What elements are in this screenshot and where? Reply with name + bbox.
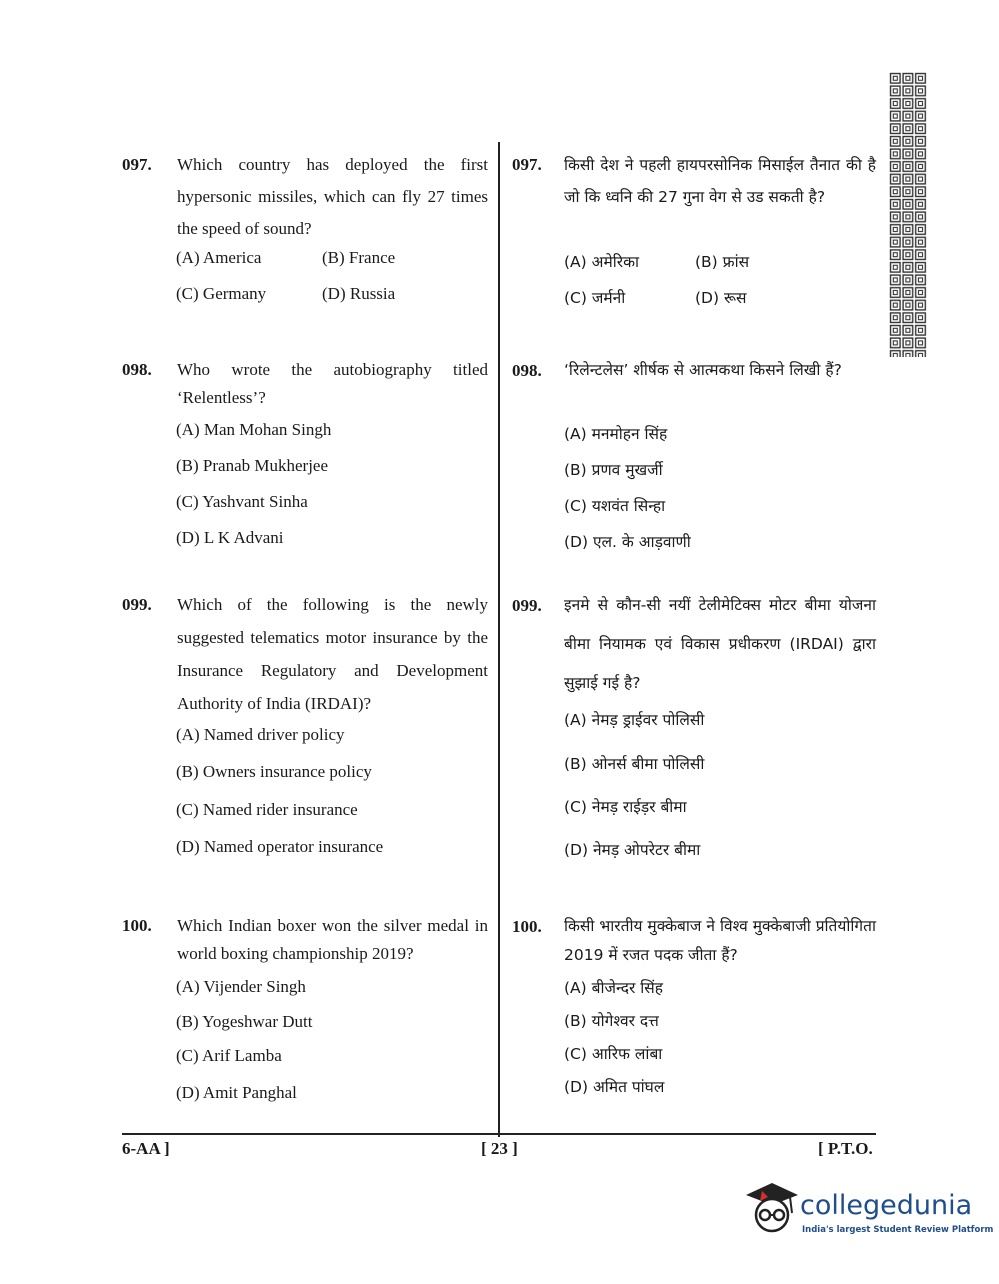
option-c: (C) Yashvant Sinha [176, 492, 308, 511]
option-a: (A) नेमड़ ड्राईवर पोलिसी [564, 711, 705, 729]
option-c: (C) Arif Lamba [176, 1046, 282, 1065]
option-d: (D) नेमड़ ओपरेटर बीमा [564, 841, 701, 859]
question-number: 100. [512, 917, 542, 936]
column-divider [498, 142, 500, 1137]
option-b: (B) प्रणव मुखर्जी [564, 461, 663, 479]
question-number: 100. [122, 916, 152, 935]
question-number: 098. [122, 360, 152, 379]
option-c: (C) Named rider insurance [176, 800, 358, 819]
footer-rule [122, 1133, 876, 1135]
option-b: (B) Owners insurance policy [176, 762, 372, 781]
question-text: किसी देश ने पहली हायपरसोनिक मिसाईल तैनात की है जो कि ध्वनि की 27 गुना वेग से उड सकती है? [564, 156, 876, 206]
brand-name: collegedunia [800, 1190, 973, 1221]
option-d: (D) रूस [695, 289, 747, 307]
option-d: (D) Amit Panghal [176, 1083, 297, 1102]
option-b: (B) ओनर्स बीमा पोलिसी [564, 755, 705, 773]
paper-code: 6-AA ] [122, 1139, 170, 1158]
question-text: किसी भारतीय मुक्केबाज ने विश्व मुक्केबाजी प्रतियोगिता 2019 में रजत पदक जीता हैं? [564, 917, 876, 964]
option-a: (A) अमेरिका [564, 253, 640, 271]
option-c: (C) जर्मनी [564, 289, 626, 307]
question-number: 099. [512, 596, 542, 615]
option-c: (C) Germany [176, 284, 267, 303]
question-number: 098. [512, 361, 542, 380]
question-text: Who wrote the autobiography titled ‘Relentless’? [177, 360, 488, 407]
question-text: Which country has deployed the first hypersonic missiles, which can fly 27 times the speed of sound? [177, 155, 488, 238]
option-c: (C) आरिफ लांबा [564, 1045, 663, 1063]
question-number: 099. [122, 595, 152, 614]
question-number: 097. [512, 155, 542, 174]
option-b: (B) योगेश्वर दत्त [564, 1012, 659, 1030]
option-b: (B) फ्रांस [695, 253, 750, 271]
question-text: इनमे से कौन-सी नयीं टेलीमेटिक्स मोटर बीमा योजना बीमा नियामक एवं विकास प्रधीकरण (IRDAI) द्वारा सुझाई गई है? [564, 596, 876, 692]
page-number: [ 23 ] [481, 1139, 518, 1158]
option-b: (B) Pranab Mukherjee [176, 456, 329, 475]
option-b: (B) Yogeshwar Dutt [176, 1012, 313, 1031]
question-text: Which Indian boxer won the silver medal in world boxing championship 2019? [177, 916, 488, 963]
question-text: ‘रिलेन्टलेस’ शीर्षक से आत्मकथा किसने लिखी हैं? [564, 361, 842, 379]
option-a: (A) Vijender Singh [176, 977, 306, 996]
option-d: (D) L K Advani [176, 528, 284, 547]
question-text: Which of the following is the newly suggested telematics motor insurance by the Insurance Regulatory and Development Authority of India (IRDAI)? [177, 595, 488, 713]
question-number: 097. [122, 155, 152, 174]
option-b: (B) France [322, 248, 396, 267]
option-c: (C) नेमड़ राईड़र बीमा [564, 798, 687, 816]
option-d: (D) एल. के आड़वाणी [564, 533, 691, 551]
pto-label: [ P.T.O. [818, 1139, 873, 1158]
option-a: (A) Named driver policy [176, 725, 345, 744]
option-a: (A) America [176, 248, 262, 267]
option-a: (A) मनमोहन सिंह [564, 425, 668, 443]
option-d: (D) Named operator insurance [176, 837, 384, 856]
option-c: (C) यशवंत सिन्हा [564, 497, 666, 515]
brand-tagline: India's largest Student Review Platform [802, 1225, 994, 1235]
option-d: (D) Russia [322, 284, 396, 303]
option-d: (D) अमित पांघल [564, 1078, 665, 1096]
option-a: (A) बीजेन्दर सिंह [564, 979, 664, 997]
option-a: (A) Man Mohan Singh [176, 420, 332, 439]
decorative-pattern [889, 72, 927, 357]
